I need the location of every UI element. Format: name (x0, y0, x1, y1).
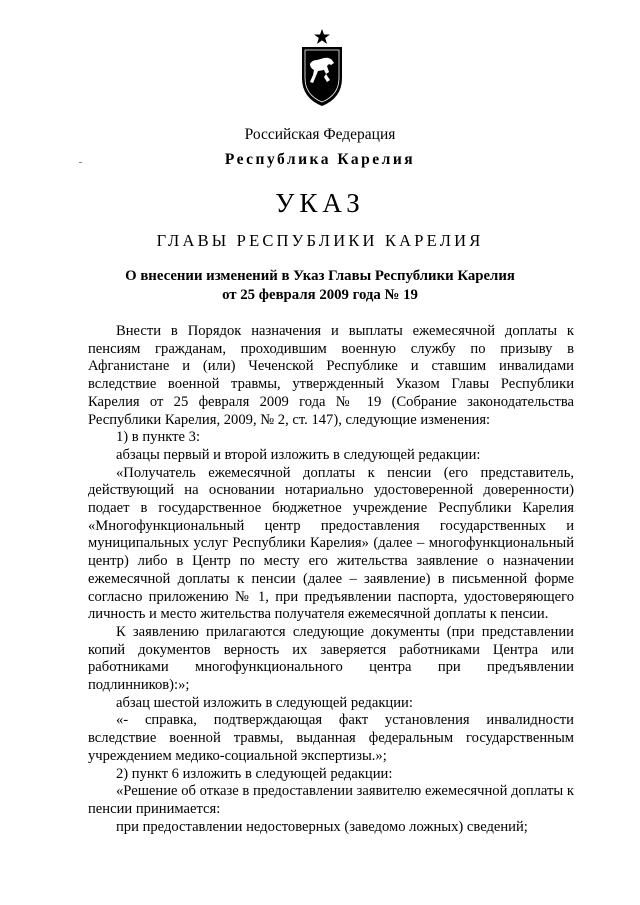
karelia-coat-of-arms-emblem (296, 28, 348, 108)
document-type: УКАЗ (275, 188, 365, 218)
issuer-title: ГЛАВЫ РЕСПУБЛИКИ КАРЕЛИЯ (156, 231, 484, 250)
republic-name: Республика Карелия (224, 151, 416, 168)
paragraph-4: «Получатель ежемесячной доплаты к пенсии (его представитель, действующий на основании нотариально удостоверенной доверенности) подает в государственное бюджетное учреждение Республики Карелия «Многофункциональный центр предоставления государственных и муниципальных услуг Республики Карелия» (далее – многофункциональный центр) либо в Центр по месту его жительства заявление о назначении ежемесячной доплаты к пенсии (далее – заявление) в письменной форме согласно приложению № 1, при предъявлении паспорта, удостоверяющего личность и место жительства получателя ежемесячной доплаты к пенсии. (88, 464, 574, 623)
paragraph-9: «Решение об отказе в предоставлении заявителю ежемесячной доплаты к пенсии принимается: (88, 783, 574, 817)
decree-body (88, 323, 574, 836)
country-name: Российская Федерация (244, 126, 396, 143)
paragraph-3: абзацы первый и второй изложить в следующей редакции: (116, 446, 481, 463)
paragraph-8: 2) пункт 6 изложить в следующей редакции: (116, 765, 393, 782)
paragraph-5: К заявлению прилагаются следующие документы (при представлении копий документов верность их заверяется работниками Центра или работниками многофункционального центра при предъявлении подлинников):»; (88, 623, 574, 694)
decree-title-line-2: от 25 февраля 2009 года № 19 (222, 287, 418, 303)
decree-title-line-1: О внесении изменений в Указ Главы Республики Карелия (125, 268, 515, 284)
paragraph-1: Внести в Порядок назначения и выплаты ежемесячной доплаты к пенсиям гражданам, проходившим военную службу по призыву в Афганистане и (или) Чеченской Республике и ставшим инвалидами вследствие военной травмы, утвержденный Указом Главы Республики Карелия от 25 февраля 2009 года № 19 (Собрание законодательства Республики Карелия, 2009, № 2, ст. 147), следующие изменения: (88, 323, 574, 428)
decree-title (0, 267, 640, 305)
paragraph-6: абзац шестой изложить в следующей редакции: (116, 694, 413, 711)
paragraph-2: 1) в пункте 3: (116, 429, 201, 446)
paragraph-7: «- справка, подтверждающая факт установления инвалидности вследствие военной травмы, выданная федеральным государственным учреждением медико-социальной экспертизы.»; (88, 712, 574, 764)
paragraph-10: при предоставлении недостоверных (заведомо ложных) сведений; (116, 818, 528, 835)
